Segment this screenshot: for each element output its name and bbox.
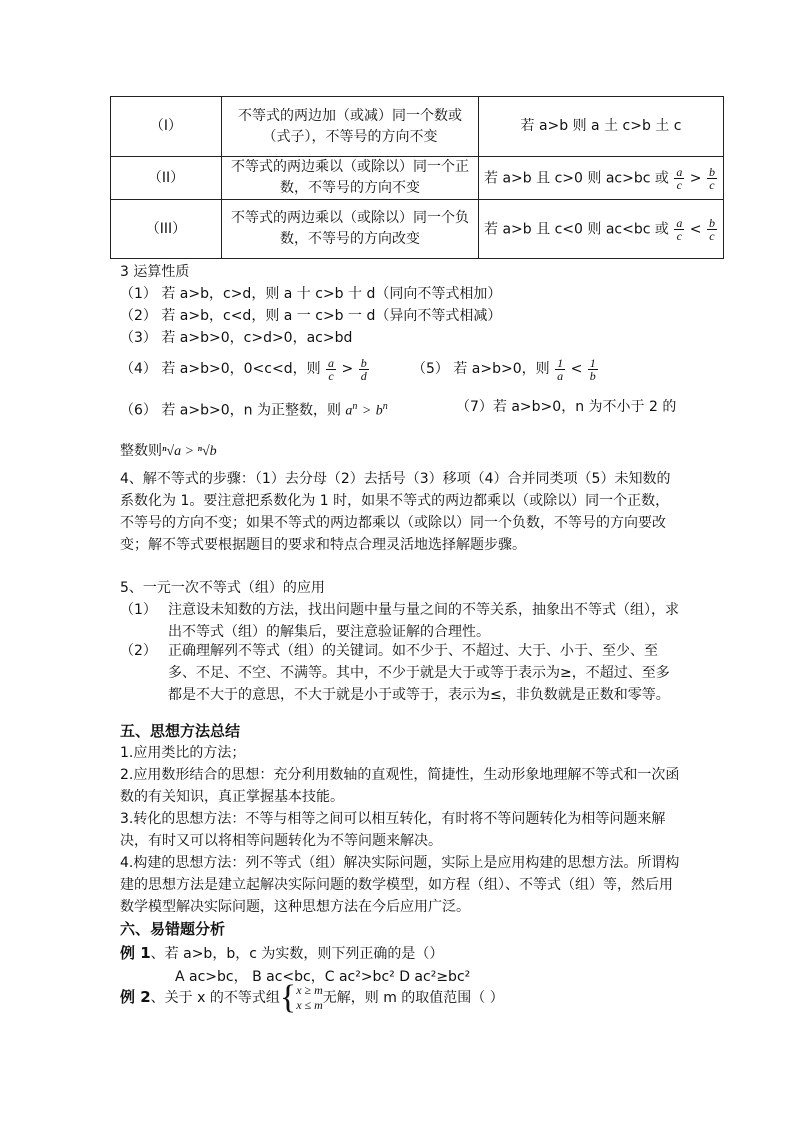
row-number: （I） [111,97,222,157]
property-item-5: （5） 若 a>b>0，则 $\frac{1}{a}$ < $\frac{1}{b}$ [412,355,596,383]
fraction: $\frac{b}{c}$ [708,164,715,192]
property-description: 不等式的两边加（或减）同一个数或（式子），不等号的方向不变 [222,97,479,157]
relation-sign: < [689,221,702,237]
method-item: 3.转化的思想方法：不等与相等之间可以相互转化，有时将不等问题转化为相等问题来解决，有时又可以将相等问题转化为不等问题来解决。 [120,811,666,849]
row-number: （II） [111,157,222,200]
property-item-6: （6） 若 a>b>0，n 为正整数，则 $a^n > b^n$ [120,401,388,419]
property-item-7-cont: 整数则ⁿ√a > ⁿ√b [120,443,217,459]
list-label: （2） [120,643,157,659]
example-2: 例 2、关于 x 的不等式组{ x ≥ m x ≤ m 无解，则 m 的取值范围（ ） [120,979,504,1016]
table-row [111,157,724,200]
method-item: 1.应用类比的方法； [120,745,246,761]
row-number: （III） [111,200,222,259]
table-row [111,200,724,259]
fraction: $\frac{1}{b}$ [589,355,596,383]
table-row [111,97,724,157]
fraction: $\frac{a}{c}$ [328,355,335,383]
list-item: 注意设未知数的方法，找出问题中量与量之间的不等关系，抽象出不等式（组），求出不等式（组）的解集后，要注意验证解的合理性。 [168,602,679,640]
inequality-system: x ≥ m x ≤ m [296,983,323,1012]
example-text: 若 a>b 且 c>0 则 ac>bc 或 [484,170,669,186]
fraction: $\frac{a}{c}$ [676,164,683,192]
fraction: $\frac{a}{c}$ [676,215,683,243]
property-example: 若 a>b 则 a 土 c>b 土 c [479,97,724,157]
example-text: 若 a>b 且 c<0 则 ac<bc 或 [484,221,669,237]
property-item-4: （4） 若 a>b>0，0<c<d，则 $\frac{a}{c}$ > $\frac{b}{d}$ [120,355,367,383]
property-example [479,157,724,200]
example-1-options: A ac>bc， B ac<bc，C ac²>bc² D ac²≥bc² [175,969,471,985]
property-item: （3） 若 a>b>0，c>d>0，ac>bd [120,330,353,346]
fraction: $\frac{b}{d}$ [360,355,367,383]
section-5-heading: 5、一元一次不等式（组）的应用 [120,580,325,596]
method-item: 2.应用数形结合的思想：充分利用数轴的直观性，简捷性，生动形象地理解不等式和一次函数的有关知识，真正掌握基本技能。 [120,767,680,805]
property-item: （2） 若 a>b，c<d，则 a 一 c>b 一 d（异向不等式相减） [120,308,502,324]
method-item: 4.构建的思想方法：列不等式（组）解决实际问题，实际上是应用构建的思想方法。所谓构建的思想方法是建立起解决实际问题的数学模型，如方程（组）、不等式（组）等，然后用数学模型解决实际问题，这种思想方法在今后应用广泛。 [120,855,680,915]
relation-sign: > [689,170,702,186]
list-label: （1） [120,602,157,618]
inequality-properties-table [110,96,724,259]
solving-steps-paragraph: 4、解不等式的步骤：（1）去分母（2）去括号（3）移项（4）合并同类项（5）未知数的系数化为 1。要注意把系数化为 1 时，如果不等式的两边都乘以（或除以）同一个正数，不等号的方向不变；如果不等式的两边都乘以（或除以）同一个负数，不等号的方向要改变；解不等式要根据题目的要求和特点合理灵活地选择解题步骤。 [120,471,671,553]
fraction: $\frac{1}{a}$ [557,355,564,383]
property-item: （1） 若 a>b，c>d，则 a 十 c>b 十 d（同向不等式相加） [120,286,502,302]
list-item: 正确理解列不等式（组）的关键词。如不少于、不超过、大于、小于、至少、至多、不足、不空、不满等。其中，不少于就是大于或等于表示为≥，不超过、至多都是不大于的意思，不大于就是小于或等于，表示为≤，非负数就是正数和零等。 [168,643,670,703]
section-3-heading: 3 运算性质 [120,264,190,280]
brace-symbol: { [279,979,297,1016]
property-example [479,200,724,259]
property-item-7: （7）若 a>b>0，n 为不小于 2 的 [456,399,677,415]
section-heading-methods: 五、思想方法总结 [120,722,241,740]
property-description: 不等式的两边乘以（或除以）同一个负数，不等号的方向改变 [222,200,479,259]
fraction: $\frac{b}{c}$ [708,215,715,243]
property-description: 不等式的两边乘以（或除以）同一个正数，不等号的方向不变 [222,157,479,200]
example-1: 例 1、若 a>b，b，c 为实数，则下列正确的是（） [120,944,444,962]
section-heading-errors: 六、易错题分析 [120,920,226,938]
